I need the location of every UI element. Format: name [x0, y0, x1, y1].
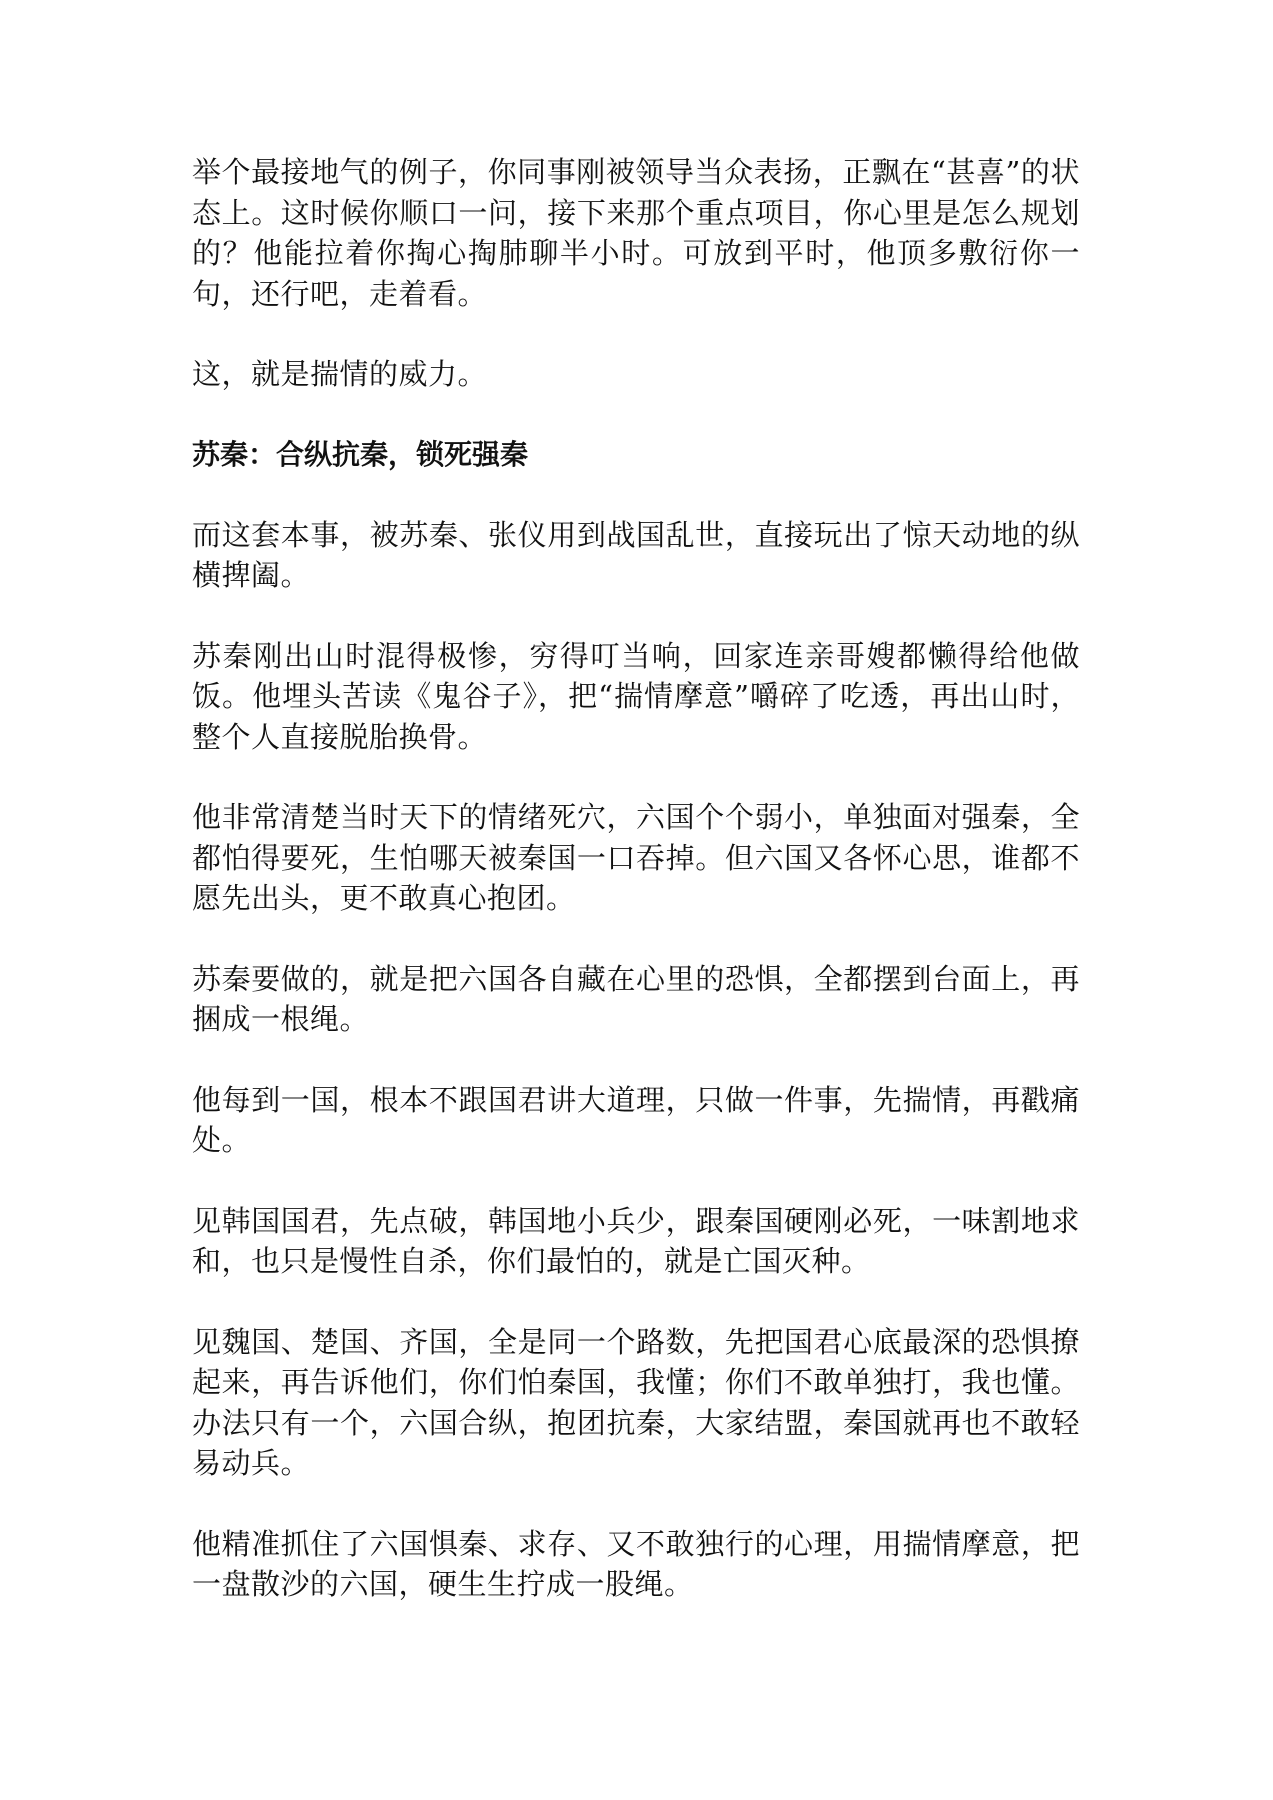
paragraph-5: 他非常清楚当时天下的情绪死穴，六国个个弱小，单独面对强秦，全都怕得要死，生怕哪天被秦国一口吞掉。但六国又各怀心思，谁都不愿先出头，更不敢真心抱团。: [192, 800, 1080, 915]
paragraph-7: 他每到一国，根本不跟国君讲大道理，只做一件事，先揣情，再戳痛处。: [192, 1082, 1080, 1157]
paragraph-6: 苏秦要做的，就是把六国各自藏在心里的恐惧，全都摆到台面上，再捆成一根绳。: [192, 961, 1080, 1036]
paragraph-4: 苏秦刚出山时混得极惨，穷得叮当响，回家连亲哥嫂都懒得给他做饭。他埋头苦读《鬼谷子》，把“揣情摩意”嚼碎了吃透，再出山时，整个人直接脱胎换骨。: [192, 638, 1080, 754]
paragraph-1: 举个最接地气的例子，你同事刚被领导当众表扬，正飘在“甚喜”的状态上。这时候你顺口一问，接下来那个重点项目，你心里是怎么规划的？他能拉着你掏心掏肺聊半小时。可放到平时，他顶多敷衍你一句，还行吧，走着看。: [192, 155, 1080, 311]
paragraph-9: 见魏国、楚国、齐国，全是同一个路数，先把国君心底最深的恐惧撩起来，再告诉他们，你们怕秦国，我懂；你们不敢单独打，我也懂。办法只有一个，六国合纵，抱团抗秦，大家结盟，秦国就再也不敢轻易动兵。: [192, 1324, 1080, 1480]
paragraph-8: 见韩国国君，先点破，韩国地小兵少，跟秦国硬刚必死，一味割地求和，也只是慢性自杀，你们最怕的，就是亡国灭种。: [192, 1203, 1080, 1278]
paragraph-2: 这，就是揣情的威力。: [192, 357, 488, 391]
document-page: [192, 152, 1080, 1645]
paragraph-10: 他精准抓住了六国惧秦、求存、又不敢独行的心理，用揣情摩意，把一盘散沙的六国，硬生生拧成一股绳。: [192, 1526, 1080, 1601]
paragraph-3: 而这套本事，被苏秦、张仪用到战国乱世，直接玩出了惊天动地的纵横捭阖。: [192, 517, 1080, 592]
section-heading: 苏秦：合纵抗秦，锁死强秦: [192, 437, 529, 471]
